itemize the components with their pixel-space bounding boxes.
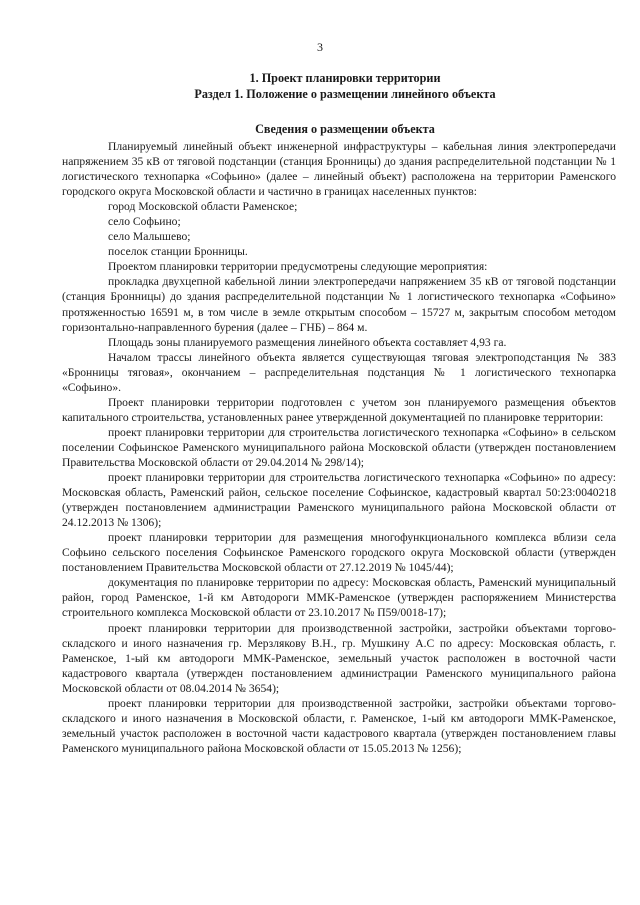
paragraph: проект планировки территории для размещения многофункционального комплекса вблизи села Софьино сельского поселения Софьинское Раменского городского округа Московской области (утвержден постановлением Правительства Московской области от 27.12.2019 № 1045/44); bbox=[62, 531, 616, 575]
paragraph: документация по планировке территории по адресу: Московская область, Раменский муниципальный район, город Раменское, 1-й км Автодороги ММК-Раменское (утвержден распоряжением Министерства строительного комплекса Московской области от 23.10.2017 № П59/0018-17); bbox=[62, 576, 616, 620]
page-number: 3 bbox=[317, 40, 323, 54]
paragraph: проект планировки территории для производственной застройки, застройки объектами торгово-складского и иного назначения в Московской области, г. Раменское, 1-ый км автодороги ММК-Раменское, земельный участок расположен в восточной части кадастрового квартала (утвержден постановлением главы Раменского муниципального района Московской области от 15.05.2013 № 1256); bbox=[62, 696, 616, 755]
subsection-heading: Сведения о размещении объекта bbox=[255, 122, 435, 136]
body-text bbox=[62, 139, 616, 756]
paragraph: проект планировки территории для строительства логистического технопарка «Софьино» в сельском поселении Софьинское Раменского муниципального района Московской области (утвержден постановлением Правительства Московской области от 29.04.2014 № 298/14); bbox=[62, 425, 616, 469]
list-item: поселок станции Бронницы. bbox=[108, 245, 248, 259]
paragraph: проект планировки территории для строительства логистического технопарка «Софьино» по адресу: Московская область, Раменский район, сельское поселение Софьинское, кадастровый квартал 50:23:0040218 (утвержден постановлением администрации Раменского муниципального района Московской области от 24.12.2013 № 1306); bbox=[62, 471, 616, 530]
part-heading: 1. Проект планировки территории bbox=[249, 71, 441, 85]
paragraph: Проектом планировки территории предусмотрены следующие мероприятия: bbox=[108, 260, 488, 274]
paragraph: прокладка двухцепной кабельной линии электропередачи напряжением 35 кВ от тяговой подстанции (станция Бронницы) до здания распределительной подстанции № 1 логистического технопарка «Софьино» протяженностью 16591 м, в том числе в земле открытым способом – 15727 м, закрытым способом методом горизонтально-направленного бурения (далее – ГНБ) – 864 м. bbox=[62, 275, 616, 334]
list-item: село Малышево; bbox=[108, 230, 191, 244]
paragraph: Площадь зоны планируемого размещения линейного объекта составляет 4,93 га. bbox=[108, 335, 507, 349]
list-item: село Софьино; bbox=[108, 215, 181, 229]
paragraph: Планируемый линейный объект инженерной инфраструктуры – кабельная линия электропередачи напряжением 35 кВ от тяговой подстанции (станция Бронницы) до здания распределительной подстанции № 1 логистического технопарка «Софьино» (далее – линейный объект) расположена на территории Раменского городского округа Московской области и частично в границах населенных пунктов: bbox=[62, 140, 616, 199]
section-heading: Раздел 1. Положение о размещении линейного объекта bbox=[194, 87, 496, 101]
paragraph: Проект планировки территории подготовлен с учетом зон планируемого размещения объектов капитального строительства, установленных ранее утвержденной документацией по планировке территории: bbox=[62, 395, 616, 424]
paragraph: Началом трассы линейного объекта является существующая тяговая электроподстанция № 383 «Бронницы тяговая», окончанием – распределительная подстанция № 1 логистического технопарка «Софьино». bbox=[62, 350, 616, 394]
list-item: город Московской области Раменское; bbox=[108, 200, 298, 214]
paragraph: проект планировки территории для производственной застройки, застройки объектами торгово-складского и иного назначения гр. Мерзлякову В.Н., гр. Мушкину А.С по адресу: Московская область, г. Раменское, 1-ый км автодороги ММК-Раменское, земельный участок расположен в восточной части кадастрового квартала (утвержден постановлением администрации Раменского муниципального района Московской области от 08.04.2014 № 3654); bbox=[62, 621, 616, 695]
